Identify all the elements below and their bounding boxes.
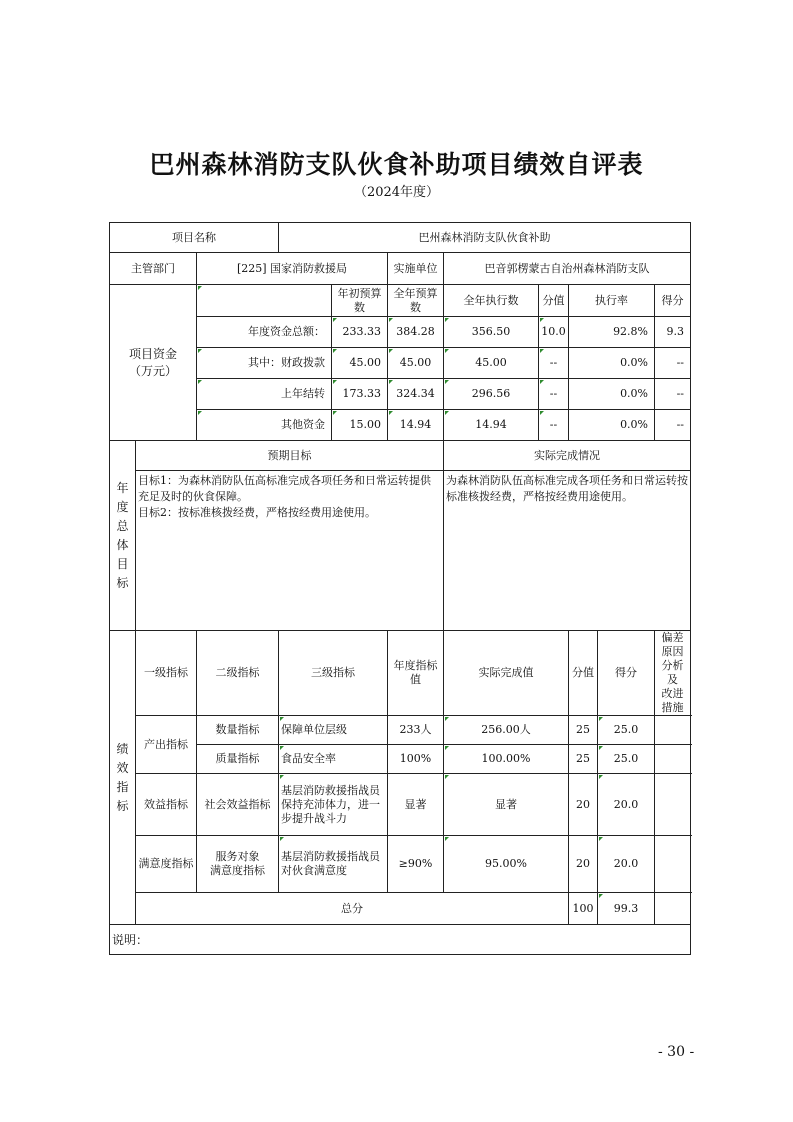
perf-level2: 服务对象 满意度指标: [197, 836, 279, 893]
goals-expected-header: 预期目标: [136, 441, 444, 471]
funds-initial: 15.00: [332, 410, 388, 441]
funds-header-row: [110, 285, 691, 317]
dept-label: 主管部门: [110, 253, 197, 285]
perf-analysis: [655, 745, 691, 774]
perf-level3: 保障单位层级: [279, 716, 388, 745]
perf-analysis: [655, 774, 691, 836]
total-label: 总分: [136, 893, 569, 925]
perf-level3: 基层消防救援指战员对伙食满意度: [279, 836, 388, 893]
perf-level2: 质量指标: [197, 745, 279, 774]
funds-score: --: [655, 410, 691, 441]
perf-target: 显著: [388, 774, 444, 836]
funds-header-blank: [197, 285, 332, 317]
perf-header-level2: 二级指标: [197, 631, 279, 716]
perf-header-target: 年度指标值: [388, 631, 444, 716]
funds-weight: --: [539, 348, 569, 379]
unit-label: 实施单位: [388, 253, 444, 285]
funds-annual: 14.94: [388, 410, 444, 441]
perf-level1: 效益指标: [136, 774, 197, 836]
page-title: 巴州森林消防支队伙食补助项目绩效自评表: [149, 150, 644, 179]
perf-analysis: [655, 716, 691, 745]
perf-weight: 20: [569, 774, 598, 836]
perf-header-score: 得分: [598, 631, 655, 716]
goals-content-row: [110, 471, 691, 631]
funds-executed: 356.50: [444, 317, 539, 348]
dept-row: [110, 253, 691, 285]
page-number: - 30 -: [658, 1044, 695, 1060]
funds-initial: 233.33: [332, 317, 388, 348]
perf-weight: 25: [569, 716, 598, 745]
perf-analysis: [655, 836, 691, 893]
funds-row-label: 其他资金: [197, 410, 332, 441]
perf-target: 100%: [388, 745, 444, 774]
perf-level1: 满意度指标: [136, 836, 197, 893]
funds-score: --: [655, 379, 691, 410]
notes-row: [110, 925, 691, 955]
total-weight: 100: [569, 893, 598, 925]
total-analysis: [655, 893, 691, 925]
funds-initial: 45.00: [332, 348, 388, 379]
perf-label: 绩 效 指 标: [110, 631, 136, 925]
perf-actual: 95.00%: [444, 836, 569, 893]
dept-text: [225] 国家消防救援局: [236, 261, 348, 275]
funds-executed: 14.94: [444, 410, 539, 441]
funds-rate: 0.0%: [569, 348, 655, 379]
evaluation-table: [109, 222, 691, 955]
perf-level3: 食品安全率: [279, 745, 388, 774]
project-name-value: 巴州森林消防支队伙食补助: [279, 223, 691, 253]
funds-header-initial: 年初预算数: [332, 285, 388, 317]
funds-rate: 0.0%: [569, 379, 655, 410]
perf-header-analysis: 偏差原因分析及 改进措施: [655, 631, 691, 716]
perf-level2: 社会效益指标: [197, 774, 279, 836]
perf-header-level1: 一级指标: [136, 631, 197, 716]
funds-header-score: 得分: [655, 285, 691, 317]
unit-value: 巴音郭楞蒙古自治州森林消防支队: [444, 253, 691, 285]
perf-weight: 25: [569, 745, 598, 774]
perf-target: 233人: [388, 716, 444, 745]
funds-header-annual: 全年预算数: [388, 285, 444, 317]
notes-label: 说明：: [110, 925, 691, 955]
funds-initial: 173.33: [332, 379, 388, 410]
funds-executed: 296.56: [444, 379, 539, 410]
funds-row: [110, 410, 691, 441]
funds-score: --: [655, 348, 691, 379]
perf-score: 20.0: [598, 836, 655, 893]
perf-level2: 数量指标: [197, 716, 279, 745]
goals-header-row: [110, 441, 691, 471]
perf-row: [110, 716, 691, 745]
funds-header-rate: 执行率: [569, 285, 655, 317]
funds-row: [110, 348, 691, 379]
funds-rate: 92.8%: [569, 317, 655, 348]
perf-row: [110, 745, 691, 774]
project-name-row: [110, 223, 691, 253]
perf-header-level3: 三级指标: [279, 631, 388, 716]
funds-weight: --: [539, 410, 569, 441]
perf-weight: 20: [569, 836, 598, 893]
perf-score: 20.0: [598, 774, 655, 836]
funds-row-label: 其中：财政拨款: [197, 348, 332, 379]
perf-actual: 256.00人: [444, 716, 569, 745]
funds-weight: 10.0: [539, 317, 569, 348]
perf-header-row: [110, 631, 691, 716]
funds-header-executed: 全年执行数: [444, 285, 539, 317]
funds-header-weight: 分值: [539, 285, 569, 317]
total-row: [110, 893, 691, 925]
perf-level3: 基层消防救援指战员保持充沛体力，进一步提升战斗力: [279, 774, 388, 836]
funds-label: 项目资金 （万元）: [110, 285, 197, 441]
total-score: 99.3: [598, 893, 655, 925]
perf-header-weight: 分值: [569, 631, 598, 716]
funds-annual: 384.28: [388, 317, 444, 348]
goals-label: 年 度 总 体 目 标: [110, 441, 136, 631]
funds-executed: 45.00: [444, 348, 539, 379]
perf-row: [110, 774, 691, 836]
perf-level1: 产出指标: [136, 716, 197, 774]
perf-row: [110, 836, 691, 893]
goals-expected-text: 目标1：为森林消防队伍高标准完成各项任务和日常运转提供充足及时的伙食保障。 目标2：按标准核拨经费，严格按经费用途使用。: [136, 471, 444, 631]
perf-target: ≥90%: [388, 836, 444, 893]
dept-value: [197, 253, 388, 285]
funds-score: 9.3: [655, 317, 691, 348]
project-name-label: 项目名称: [110, 223, 279, 253]
funds-annual: 45.00: [388, 348, 444, 379]
perf-actual: 100.00%: [444, 745, 569, 774]
perf-actual: 显著: [444, 774, 569, 836]
funds-rate: 0.0%: [569, 410, 655, 441]
funds-row: [110, 379, 691, 410]
funds-row: [110, 317, 691, 348]
funds-row-label: 上年结转: [197, 379, 332, 410]
funds-row-label: 年度资金总额：: [197, 317, 332, 348]
perf-score: 25.0: [598, 745, 655, 774]
perf-score: 25.0: [598, 716, 655, 745]
goals-actual-header: 实际完成情况: [444, 441, 691, 471]
page-subtitle: （2024年度）: [353, 185, 440, 200]
funds-annual: 324.34: [388, 379, 444, 410]
goals-actual-text: 为森林消防队伍高标准完成各项任务和日常运转按标准核拨经费，严格按经费用途使用。: [444, 471, 691, 631]
funds-weight: --: [539, 379, 569, 410]
perf-header-actual: 实际完成值: [444, 631, 569, 716]
